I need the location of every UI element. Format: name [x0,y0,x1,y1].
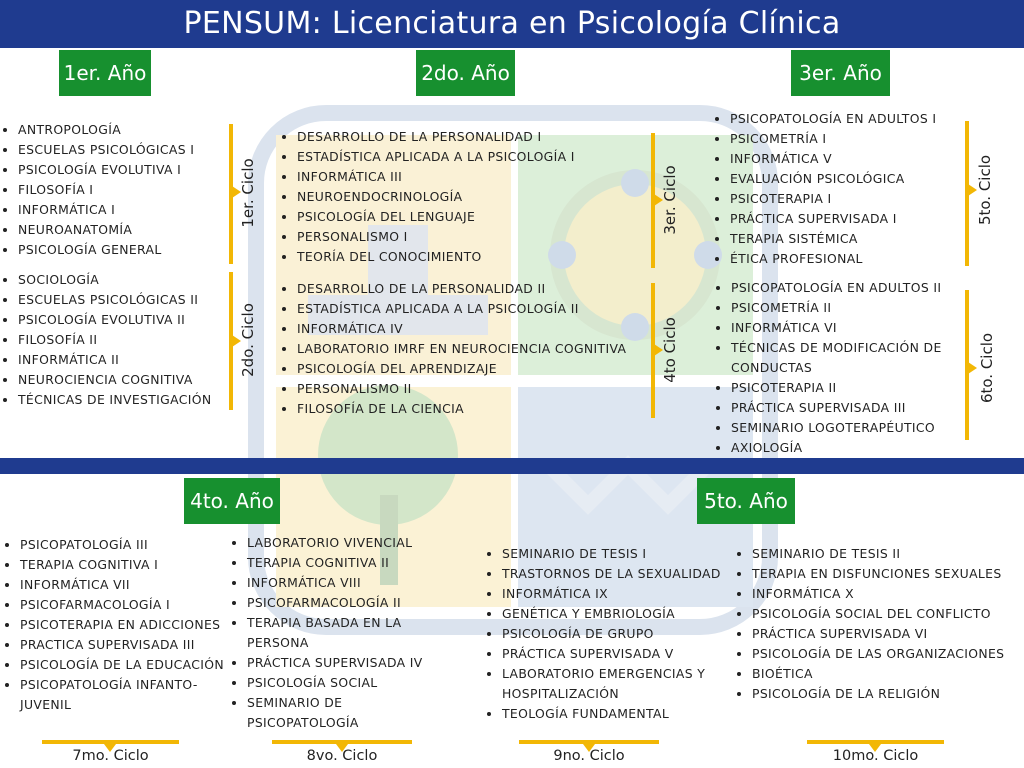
course-item: • ESCUELAS PSICOLÓGICAS II [18,290,243,310]
course-item: • PRÁCTICA SUPERVISADA III [731,398,983,418]
course-item: • TÉCNICAS DE INVESTIGACIÓN [18,390,243,410]
course-item: • INFORMÁTICA IV [297,319,667,339]
course-item: • BIOÉTICA [752,664,1024,684]
cycle-10-course-list [734,544,1024,704]
year-badge-1: 1er. Año [59,50,151,96]
course-item: • ESTADÍSTICA APLICADA A LA PSICOLOGÍA I [297,147,667,167]
cycle-1-label: 1er. Ciclo [239,158,257,228]
course-item: • PSICOFARMACOLOGÍA I [20,595,240,615]
course-item: • LABORATORIO IMRF EN NEUROCIENCIA COGNITIVA [297,339,667,359]
cycle-9-label: 9no. Ciclo [553,748,625,764]
course-item: • PSICOFARMACOLOGÍA II [247,593,457,613]
cycle-10-label: 10mo. Ciclo [832,748,919,764]
course-item: • NEUROCIENCIA COGNITIVA [18,370,243,390]
course-item: • INFORMÁTICA VI [731,318,983,338]
course-item: • PSICOPATOLOGÍA EN ADULTOS I [730,109,975,129]
cycle-2-course-list [0,270,243,410]
course-item: • FILOSOFÍA II [18,330,243,350]
course-item: • INFORMÁTICA X [752,584,1024,604]
course-item: • TEOLOGÍA FUNDAMENTAL [502,704,752,724]
course-item: • PSICOTERAPIA II [731,378,983,398]
course-item: • TERAPIA EN DISFUNCIONES SEXUALES [752,564,1024,584]
course-item: • TRASTORNOS DE LA SEXUALIDAD [502,564,752,584]
course-item: • SEMINARIO DE PSICOPATOLOGÍA [247,693,457,733]
cycle-1-course-list [0,120,233,260]
course-item: • INFORMÁTICA VII [20,575,240,595]
course-item: • INFORMÁTICA III [297,167,667,187]
course-item: • PRÁCTICA SUPERVISADA IV [247,653,457,673]
year-badge-2: 2do. Año [416,50,515,96]
course-item: • SEMINARIO DE TESIS I [502,544,752,564]
course-item: • NEUROENDOCRINOLOGÍA [297,187,667,207]
course-item: • PSICOLOGÍA DE GRUPO [502,624,752,644]
course-item: • INFORMÁTICA VIII [247,573,457,593]
course-item: • PSICOLOGÍA DEL LENGUAJE [297,207,667,227]
course-item: • PSICOPATOLOGÍA EN ADULTOS II [731,278,983,298]
course-item: • NEUROANATOMÍA [18,220,233,240]
course-item: • PSICOLOGÍA SOCIAL [247,673,457,693]
course-item: • PERSONALISMO II [297,379,667,399]
course-item: • PSICOLOGÍA DE LA EDUCACIÓN [20,655,240,675]
course-item: • SEMINARIO DE TESIS II [752,544,1024,564]
course-item: • AXIOLOGÍA [731,438,983,458]
course-item: • PSICOTERAPIA EN ADICCIONES [20,615,240,635]
course-item: • PSICOMETRÍA I [730,129,975,149]
course-item: • INFORMÁTICA V [730,149,975,169]
course-item: • PRACTICA SUPERVISADA III [20,635,240,655]
course-item: • PSICOLOGÍA EVOLUTIVA I [18,160,233,180]
course-item: • PSICOPATOLOGÍA INFANTO-JUVENIL [20,675,240,715]
course-item: • PSICOLOGÍA DE LA RELIGIÓN [752,684,1024,704]
course-item: • PSICOTERAPIA I [730,189,975,209]
course-item: • INFORMÁTICA II [18,350,243,370]
course-item: • PRÁCTICA SUPERVISADA V [502,644,752,664]
course-item: • GENÉTICA Y EMBRIOLOGÍA [502,604,752,624]
course-item: • DESARROLLO DE LA PERSONALIDAD I [297,127,667,147]
course-item: • PSICOLOGÍA DEL APRENDIZAJE [297,359,667,379]
course-item: • ÉTICA PROFESIONAL [730,249,975,269]
course-item: • SOCIOLOGÍA [18,270,243,290]
course-item: • ESCUELAS PSICOLÓGICAS I [18,140,233,160]
course-item: • TERAPIA COGNITIVA I [20,555,240,575]
course-item: • PRÁCTICA SUPERVISADA I [730,209,975,229]
cycle-9-course-list [484,544,752,724]
course-item: • LABORATORIO EMERGENCIAS Y HOSPITALIZACIÓN [502,664,752,704]
cycle-5-course-list [712,109,975,269]
course-item: • PSICOPATOLOGÍA III [20,535,240,555]
course-item: • TERAPIA COGNITIVA II [247,553,457,573]
cycle-5-label: 5to. Ciclo [976,154,994,226]
cycle-3-course-list [279,127,667,267]
course-item: • TÉCNICAS DE MODIFICACIÓN DE CONDUCTAS [731,338,983,378]
course-item: • PSICOMETRÍA II [731,298,983,318]
cycle-6-label: 6to. Ciclo [978,332,996,404]
cycle-7-label: 7mo. Ciclo [72,748,149,764]
course-item: • INFORMÁTICA IX [502,584,752,604]
cycle-4-course-list [279,279,667,419]
course-item: • INFORMÁTICA I [18,200,233,220]
page-title: PENSUM: Licenciatura en Psicología Clínica [0,0,1024,48]
course-item: • ANTROPOLOGÍA [18,120,233,140]
year-badge-3: 3er. Año [791,50,890,96]
course-item: • SEMINARIO LOGOTERAPÉUTICO [731,418,983,438]
cycle-4-label: 4to Ciclo [661,317,679,383]
cycle-8-course-list [229,533,457,733]
course-item: • LABORATORIO VIVENCIAL [247,533,457,553]
course-item: • PSICOLOGÍA GENERAL [18,240,233,260]
course-item: • PRÁCTICA SUPERVISADA VI [752,624,1024,644]
course-item: • TERAPIA SISTÉMICA [730,229,975,249]
course-item: • TERAPIA BASADA EN LA PERSONA [247,613,457,653]
year-badge-4: 4to. Año [184,478,280,524]
course-item: • PERSONALISMO I [297,227,667,247]
course-item: • PSICOLOGÍA SOCIAL DEL CONFLICTO [752,604,1024,624]
course-item: • PSICOLOGÍA EVOLUTIVA II [18,310,243,330]
course-item: • PSICOLOGÍA DE LAS ORGANIZACIONES [752,644,1024,664]
cycle-8-label: 8vo. Ciclo [306,748,378,764]
year-badge-5: 5to. Año [697,478,795,524]
cycle-6-pointer [968,362,977,374]
cycle-6-course-list [713,278,983,458]
course-item: • ESTADÍSTICA APLICADA A LA PSICOLOGÍA II [297,299,667,319]
cycle-3-label: 3er. Ciclo [661,165,679,235]
course-item: • DESARROLLO DE LA PERSONALIDAD II [297,279,667,299]
course-item: • EVALUACIÓN PSICOLÓGICA [730,169,975,189]
course-item: • TEORÍA DEL CONOCIMIENTO [297,247,667,267]
cycle-7-course-list [2,535,240,715]
course-item: • FILOSOFÍA DE LA CIENCIA [297,399,667,419]
section-divider [0,458,1024,474]
cycle-2-label: 2do. Ciclo [239,303,257,377]
course-item: • FILOSOFÍA I [18,180,233,200]
